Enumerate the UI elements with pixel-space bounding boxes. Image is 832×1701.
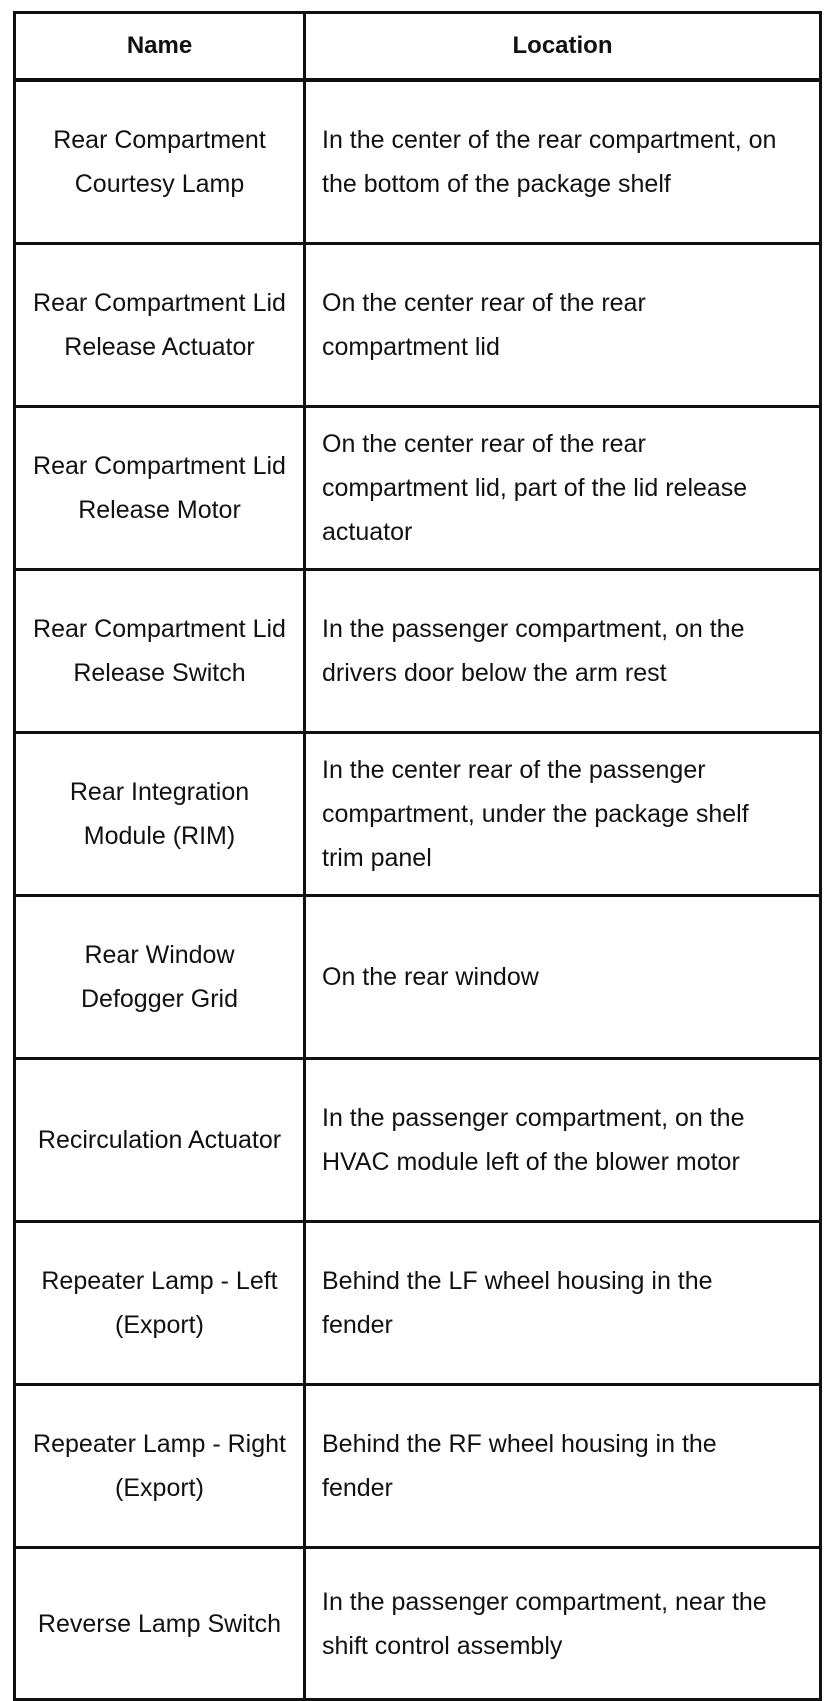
component-name-cell: Rear Window Defogger Grid: [15, 896, 305, 1059]
component-name-cell: Rear Integration Module (RIM): [15, 733, 305, 896]
component-location-cell: On the center rear of the rear compartment lid, part of the lid release actuator: [305, 407, 821, 570]
table-row: [15, 1385, 821, 1548]
table-row: [15, 1059, 821, 1222]
component-name-cell: Rear Compartment Lid Release Switch: [15, 570, 305, 733]
component-name-cell: Rear Compartment Lid Release Actuator: [15, 244, 305, 407]
table-header-row: [15, 13, 821, 81]
component-location-cell: In the passenger compartment, on the drivers door below the arm rest: [305, 570, 821, 733]
component-name-cell: Recirculation Actuator: [15, 1059, 305, 1222]
table-row: [15, 1222, 821, 1385]
component-name-cell: Rear Compartment Lid Release Motor: [15, 407, 305, 570]
component-location-table: [13, 11, 822, 1701]
table-row: [15, 896, 821, 1059]
header-name: Name: [15, 13, 305, 81]
component-location-cell: On the rear window: [305, 896, 821, 1059]
component-location-cell: In the center of the rear compartment, on the bottom of the package shelf: [305, 80, 821, 244]
component-location-table-container: [13, 11, 819, 1701]
component-location-cell: In the passenger compartment, on the HVAC module left of the blower motor: [305, 1059, 821, 1222]
table-row: [15, 1548, 821, 1700]
header-location: Location: [305, 13, 821, 81]
component-location-cell: Behind the RF wheel housing in the fender: [305, 1385, 821, 1548]
component-name-cell: Repeater Lamp - Left (Export): [15, 1222, 305, 1385]
table-row: [15, 407, 821, 570]
table-row: [15, 570, 821, 733]
table-row: [15, 244, 821, 407]
table-row: [15, 80, 821, 244]
component-name-cell: Reverse Lamp Switch: [15, 1548, 305, 1700]
component-location-cell: In the center rear of the passenger compartment, under the package shelf trim panel: [305, 733, 821, 896]
table-row: [15, 733, 821, 896]
component-name-cell: Repeater Lamp - Right (Export): [15, 1385, 305, 1548]
component-location-cell: Behind the LF wheel housing in the fender: [305, 1222, 821, 1385]
component-location-cell: In the passenger compartment, near the shift control assembly: [305, 1548, 821, 1700]
component-name-cell: Rear Compartment Courtesy Lamp: [15, 80, 305, 244]
component-location-cell: On the center rear of the rear compartment lid: [305, 244, 821, 407]
